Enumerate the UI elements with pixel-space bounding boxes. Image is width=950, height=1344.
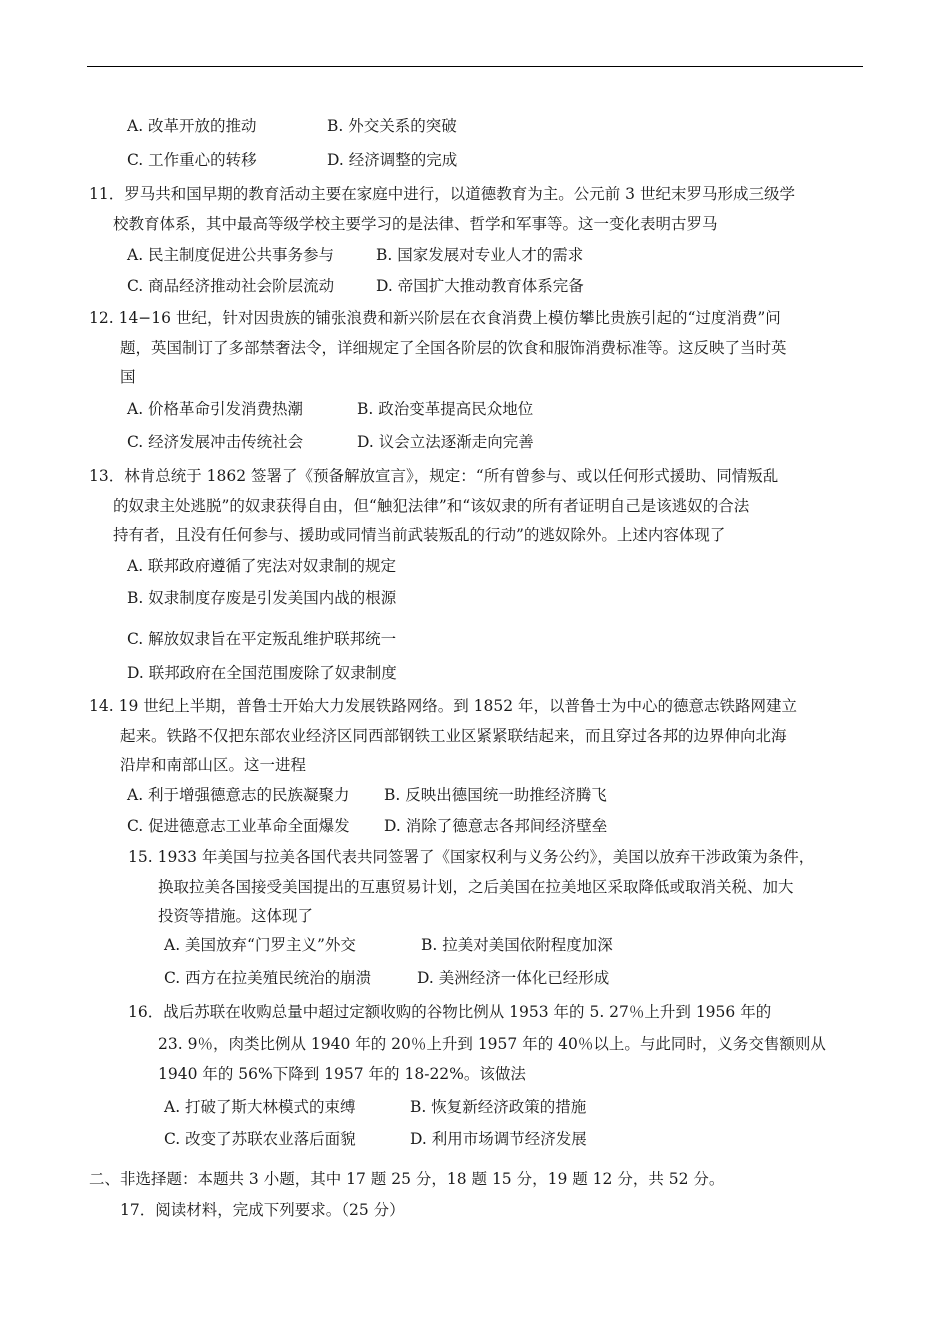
q10-option-d[interactable]: D. 经济调整的完成 [327,151,458,169]
q17-heading: 17．阅读材料，完成下列要求。（25 分） [120,1201,405,1219]
section-2-heading: 二、非选择题：本题共 3 小题，其中 17 题 25 分，18 题 15 分，19 题 12 分，共 52 分。 [89,1170,725,1188]
q13-option-a[interactable]: A. 联邦政府遵循了宪法对奴隶制的规定 [127,557,397,575]
q14-stem-line-3: 沿岸和南部山区。这一进程 [120,756,307,774]
q11-stem-line-2: 校教育体系，其中最高等级学校主要学习的是法律、哲学和军事等。这一变化表明古罗马 [113,215,718,233]
q10-option-b[interactable]: B. 外交关系的突破 [327,117,457,135]
header-rule [87,66,863,67]
q15-option-a[interactable]: A. 美国放弃“门罗主义”外交 [164,936,356,954]
q15-option-d[interactable]: D. 美洲经济一体化已经形成 [417,969,610,987]
q16-option-c[interactable]: C. 改变了苏联农业落后面貌 [164,1130,356,1148]
q12-option-b[interactable]: B. 政治变革提高民众地位 [357,400,534,418]
q11-option-d[interactable]: D. 帝国扩大推动教育体系完备 [376,277,584,295]
q16-stem-line-2: 23. 9％，肉类比例从 1940 年的 20％上升到 1957 年的 40％以上。与此同时，义务交售额则从 [158,1035,826,1053]
q16-option-b[interactable]: B. 恢复新经济政策的措施 [410,1098,587,1116]
q13-stem-line-2: 的奴隶主处逃脱”的奴隶获得自由，但“触犯法律”和“该奴隶的所有者证明自己是该逃奴的合法 [113,497,750,515]
q13-stem-line-3: 持有者，且没有任何参与、援助或同情当前武装叛乱的行动”的逃奴除外。上述内容体现了 [113,526,726,544]
q11-option-b[interactable]: B. 国家发展对专业人才的需求 [376,246,584,264]
q10-option-a[interactable]: A. 改革开放的推动 [127,117,257,135]
q12-option-a[interactable]: A. 价格革命引发消费热潮 [127,400,304,418]
q13-option-d[interactable]: D. 联邦政府在全国范围废除了奴隶制度 [127,664,397,682]
q16-stem-line-1: 16．战后苏联在收购总量中超过定额收购的谷物比例从 1953 年的 5. 27％上升到 1956 年的 [128,1003,772,1021]
q14-option-b[interactable]: B. 反映出德国统一助推经济腾飞 [384,786,607,804]
q16-option-d[interactable]: D. 利用市场调节经济发展 [410,1130,587,1148]
q15-stem-line-1: 15. 1933 年美国与拉美各国代表共同签署了《国家权利与义务公约》，美国以放弃干涉政策为条件， [128,848,815,866]
q12-stem-line-2: 题，英国制订了多部禁奢法令，详细规定了全国各阶层的饮食和服饰消费标准等。这反映了当时英 [120,339,787,357]
q11-option-a[interactable]: A. 民主制度促进公共事务参与 [127,246,335,264]
q13-option-c[interactable]: C. 解放奴隶旨在平定叛乱维护联邦统一 [127,630,397,648]
q14-option-a[interactable]: A. 利于增强德意志的民族凝聚力 [127,786,350,804]
q15-stem-line-2: 换取拉美各国接受美国提出的互惠贸易计划，之后美国在拉美地区采取降低或取消关税、加大 [158,878,794,896]
q15-option-b[interactable]: B. 拉美对美国依附程度加深 [421,936,613,954]
q12-option-d[interactable]: D. 议会立法逐渐走向完善 [357,433,534,451]
q12-stem-line-3: 国 [120,368,136,386]
q15-option-c[interactable]: C. 西方在拉美殖民统治的崩溃 [164,969,372,987]
q11-stem-line-1: 11．罗马共和国早期的教育活动主要在家庭中进行，以道德教育为主。公元前 3 世纪末罗马形成三级学 [89,185,795,203]
q14-stem-line-2: 起来。铁路不仅把东部农业经济区同西部钢铁工业区紧紧联结起来，而且穿过各邦的边界伸向北海 [120,727,787,745]
q14-stem-line-1: 14. 19 世纪上半期，普鲁士开始大力发展铁路网络。到 1852 年，以普鲁士为中心的德意志铁路网建立 [89,697,798,715]
q14-option-c[interactable]: C. 促进德意志工业革命全面爆发 [127,817,350,835]
q11-option-c[interactable]: C. 商品经济推动社会阶层流动 [127,277,335,295]
q12-option-c[interactable]: C. 经济发展冲击传统社会 [127,433,304,451]
q16-stem-line-3: 1940 年的 56%下降到 1957 年的 18-22%。该做法 [158,1065,526,1083]
q10-option-c[interactable]: C. 工作重心的转移 [127,151,257,169]
q13-option-b[interactable]: B. 奴隶制度存废是引发美国内战的根源 [127,589,397,607]
q13-stem-line-1: 13．林肯总统于 1862 签署了《预备解放宣言》，规定：“所有曾参与、或以任何形式援助、同情叛乱 [89,467,779,485]
q14-option-d[interactable]: D. 消除了德意志各邦间经济壁垒 [384,817,608,835]
q16-option-a[interactable]: A. 打破了斯大林模式的束缚 [164,1098,356,1116]
q12-stem-line-1: 12. 14−16 世纪，针对因贵族的铺张浪费和新兴阶层在衣食消费上模仿攀比贵族引起的“过度消费”问 [89,309,781,327]
q15-stem-line-3: 投资等措施。这体现了 [158,907,314,925]
